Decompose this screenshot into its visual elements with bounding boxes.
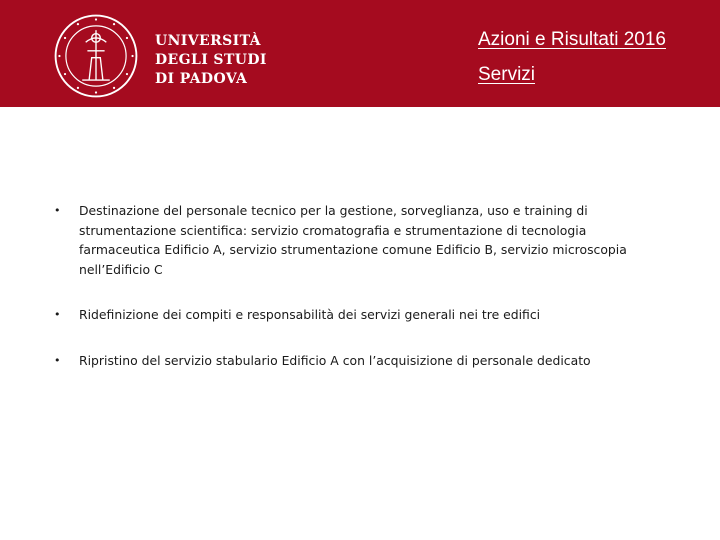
bullet-text: Destinazione del personale tecnico per la gestione, sorveglianza, uso e training di strumentazione scientifica: servizio cromatografia e strumentazione di tecnologia farmaceutica Edificio A, servizio strumentazione comune Edificio B, servizio microscopia nell’Edificio C xyxy=(79,203,627,277)
bullet-marker: • xyxy=(54,354,61,367)
university-name-line: UNIVERSITÀ xyxy=(155,33,261,49)
university-name-line: DI PADOVA xyxy=(155,71,248,87)
slide-title: Azioni e Risultati 2016 xyxy=(478,29,666,50)
slide-subtitle: Servizi xyxy=(478,64,536,85)
bullet-marker: • xyxy=(54,308,61,321)
university-name-line: DEGLI STUDI xyxy=(155,52,267,68)
bullet-marker: • xyxy=(54,204,61,217)
bullet-item xyxy=(54,305,654,325)
bullet-item xyxy=(54,351,654,371)
bullet-item xyxy=(54,201,654,279)
bullet-text: Ripristino del servizio stabulario Edificio A con l’acquisizione di personale dedicato xyxy=(79,353,591,368)
bullet-text: Ridefinizione dei compiti e responsabilità dei servizi generali nei tre edifici xyxy=(79,307,541,322)
